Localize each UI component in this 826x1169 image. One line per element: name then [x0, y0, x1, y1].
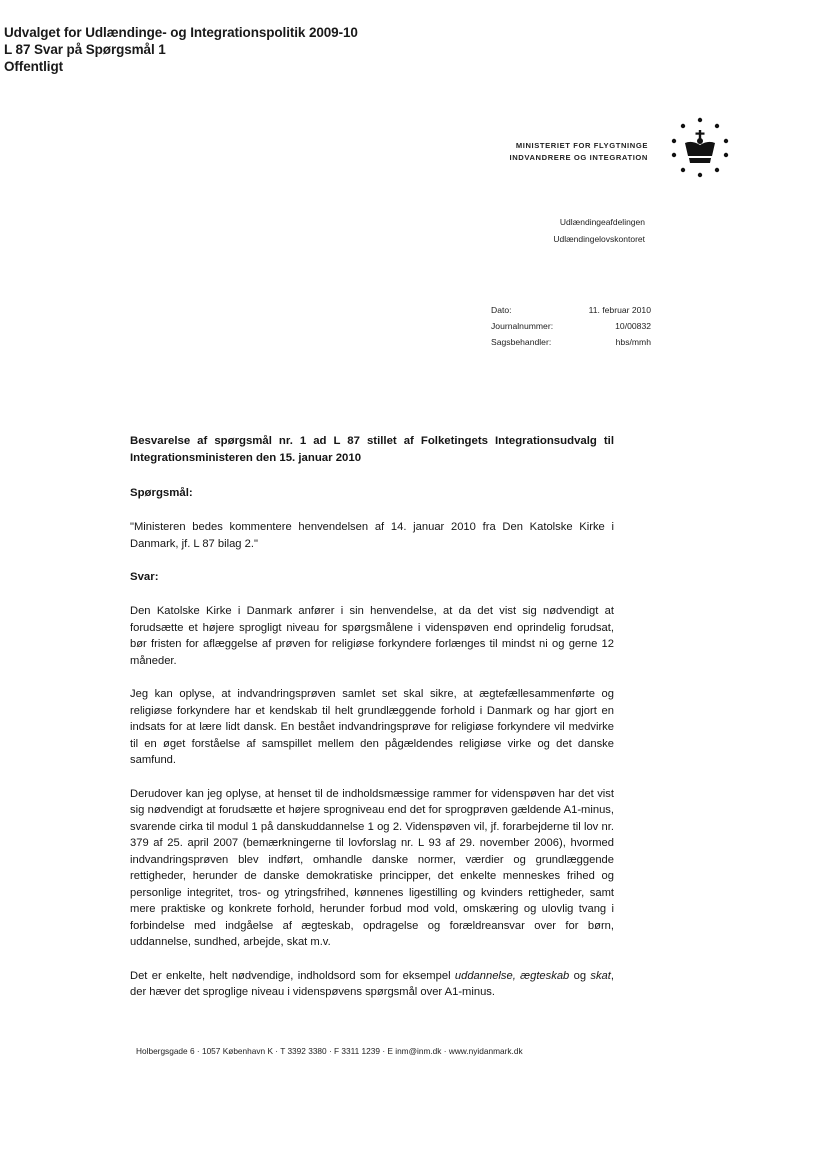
footer-address: Holbergsgade 6 · 1057 København K · T 3392 3380 · F 3311 1239 · E inm@inm.dk · www.nyidanmark.dk [136, 1046, 523, 1056]
paragraph-4-middle: og [569, 969, 591, 982]
department-block [480, 214, 645, 248]
paragraph-4-end: , der hæver det sproglige niveau i videnspøvens spørgsmål over A1-minus. [130, 969, 614, 998]
ministry-line-1: MINISTERIET FOR FLYGTNINGE [515, 141, 648, 150]
journal-value: 10/00832 [615, 321, 651, 331]
answer-paragraph-1: Den Katolske Kirke i Danmark anfører i sin henvendelse, at da det vist sig nødvendigt at forudsætte et højere sprogligt niveau for spørgsmålene i videnspøven end oprindelig forudsat, bør fristen for aflæggelse af prøven for religiøse forkyndere forlænges til mindst ni og gerne 12 måneder. [130, 605, 614, 667]
answer-paragraph-2: Jeg kan oplyse, at indvandringsprøven samlet set skal sikre, at ægtefællesammenførte og religiøse forkyndere har et kendskab til helt grundlæggende forhold i Danmark og har gjort en indsats for at lære lidt dansk. En bestået indvandringsprøve for religiøse forkyndere vil medvirke til en øget forståelse af samspillet mellem den pågældendes religiøse virke og det danske samfund. [130, 688, 614, 766]
handler-value: hbs/mmh [615, 337, 651, 347]
document-body [130, 433, 614, 1001]
stamp-reference: L 87 Svar på Spørgsmål 1 [4, 42, 166, 57]
document-title: Besvarelse af spørgsmål nr. 1 ad L 87 stillet af Folketingets Integrationsudvalg til Integrationsministeren den 15. januar 2010 [130, 435, 614, 464]
ministry-name [470, 140, 648, 164]
paragraph-4-emphasis-2: skat [590, 969, 611, 982]
answer-heading: Svar: [130, 571, 159, 583]
journal-label: Journalnummer: [491, 321, 554, 331]
date-row [491, 302, 651, 318]
handler-label: Sagsbehandler: [491, 337, 552, 347]
office-name: Udlændingelovskontoret [553, 234, 645, 244]
answer-paragraph-4 [130, 968, 614, 1001]
stamp-committee: Udvalget for Udlændinge- og Integrationspolitik 2009-10 [4, 25, 358, 40]
paragraph-4-emphasis-1: uddannelse, ægteskab [454, 969, 570, 982]
answer-paragraph-3: Derudover kan jeg oplyse, at henset til de indholdsmæssige rammer for videnspøven har det vist sig nødvendigt at forudsætte et højere sprogniveau end det for sprogprøven gældende A1-minus, svarende cirka til modul 1 på danskuddannelse 1 og 2. Videnspøven vil, jf. forarbejderne til lov nr. 379 af 25. april 2007 (bemærkningerne til lovforslag nr. L 93 af 29. november 2006), hvormed indvandringsprøven blev indført, omhandle danske normer, værdier og grundlæggende rettigheder, herunder de danske demokratiske principper, det enkelte menneskes frihed og personlige integritet, tros- og ytringsfrihed, kønnenes ligestilling og kvinders rettigheder, samt mere praktiske og konkrete forhold, herunder forbud mod vold, omskæring og ulovlig tvang i forbindelse med indgåelse af ægteskab, opdragelse og forældreansvar over for børn, uddannelse, sundhed, arbejde, skat m.v. [130, 787, 614, 948]
paragraph-4-start: Det er enkelte, helt nødvendige, indholdsord som for eksempel [130, 969, 455, 982]
case-metadata [491, 302, 651, 350]
question-heading: Spørgsmål: [130, 487, 193, 499]
department-name: Udlændingeafdelingen [559, 217, 645, 227]
ministry-line-2: INDVANDRERE OG INTEGRATION [509, 153, 648, 162]
stamp-public: Offentligt [4, 59, 63, 74]
document-stamp [4, 24, 358, 75]
crown-logo-icon [668, 114, 732, 178]
question-text: "Ministeren bedes kommentere henvendelsen af 14. januar 2010 fra Den Katolske Kirke i Danmark, jf. L 87 bilag 2." [130, 521, 614, 550]
date-label: Dato: [491, 305, 512, 315]
date-value: 11. februar 2010 [588, 305, 651, 315]
journal-row [491, 318, 651, 334]
handler-row [491, 334, 651, 350]
